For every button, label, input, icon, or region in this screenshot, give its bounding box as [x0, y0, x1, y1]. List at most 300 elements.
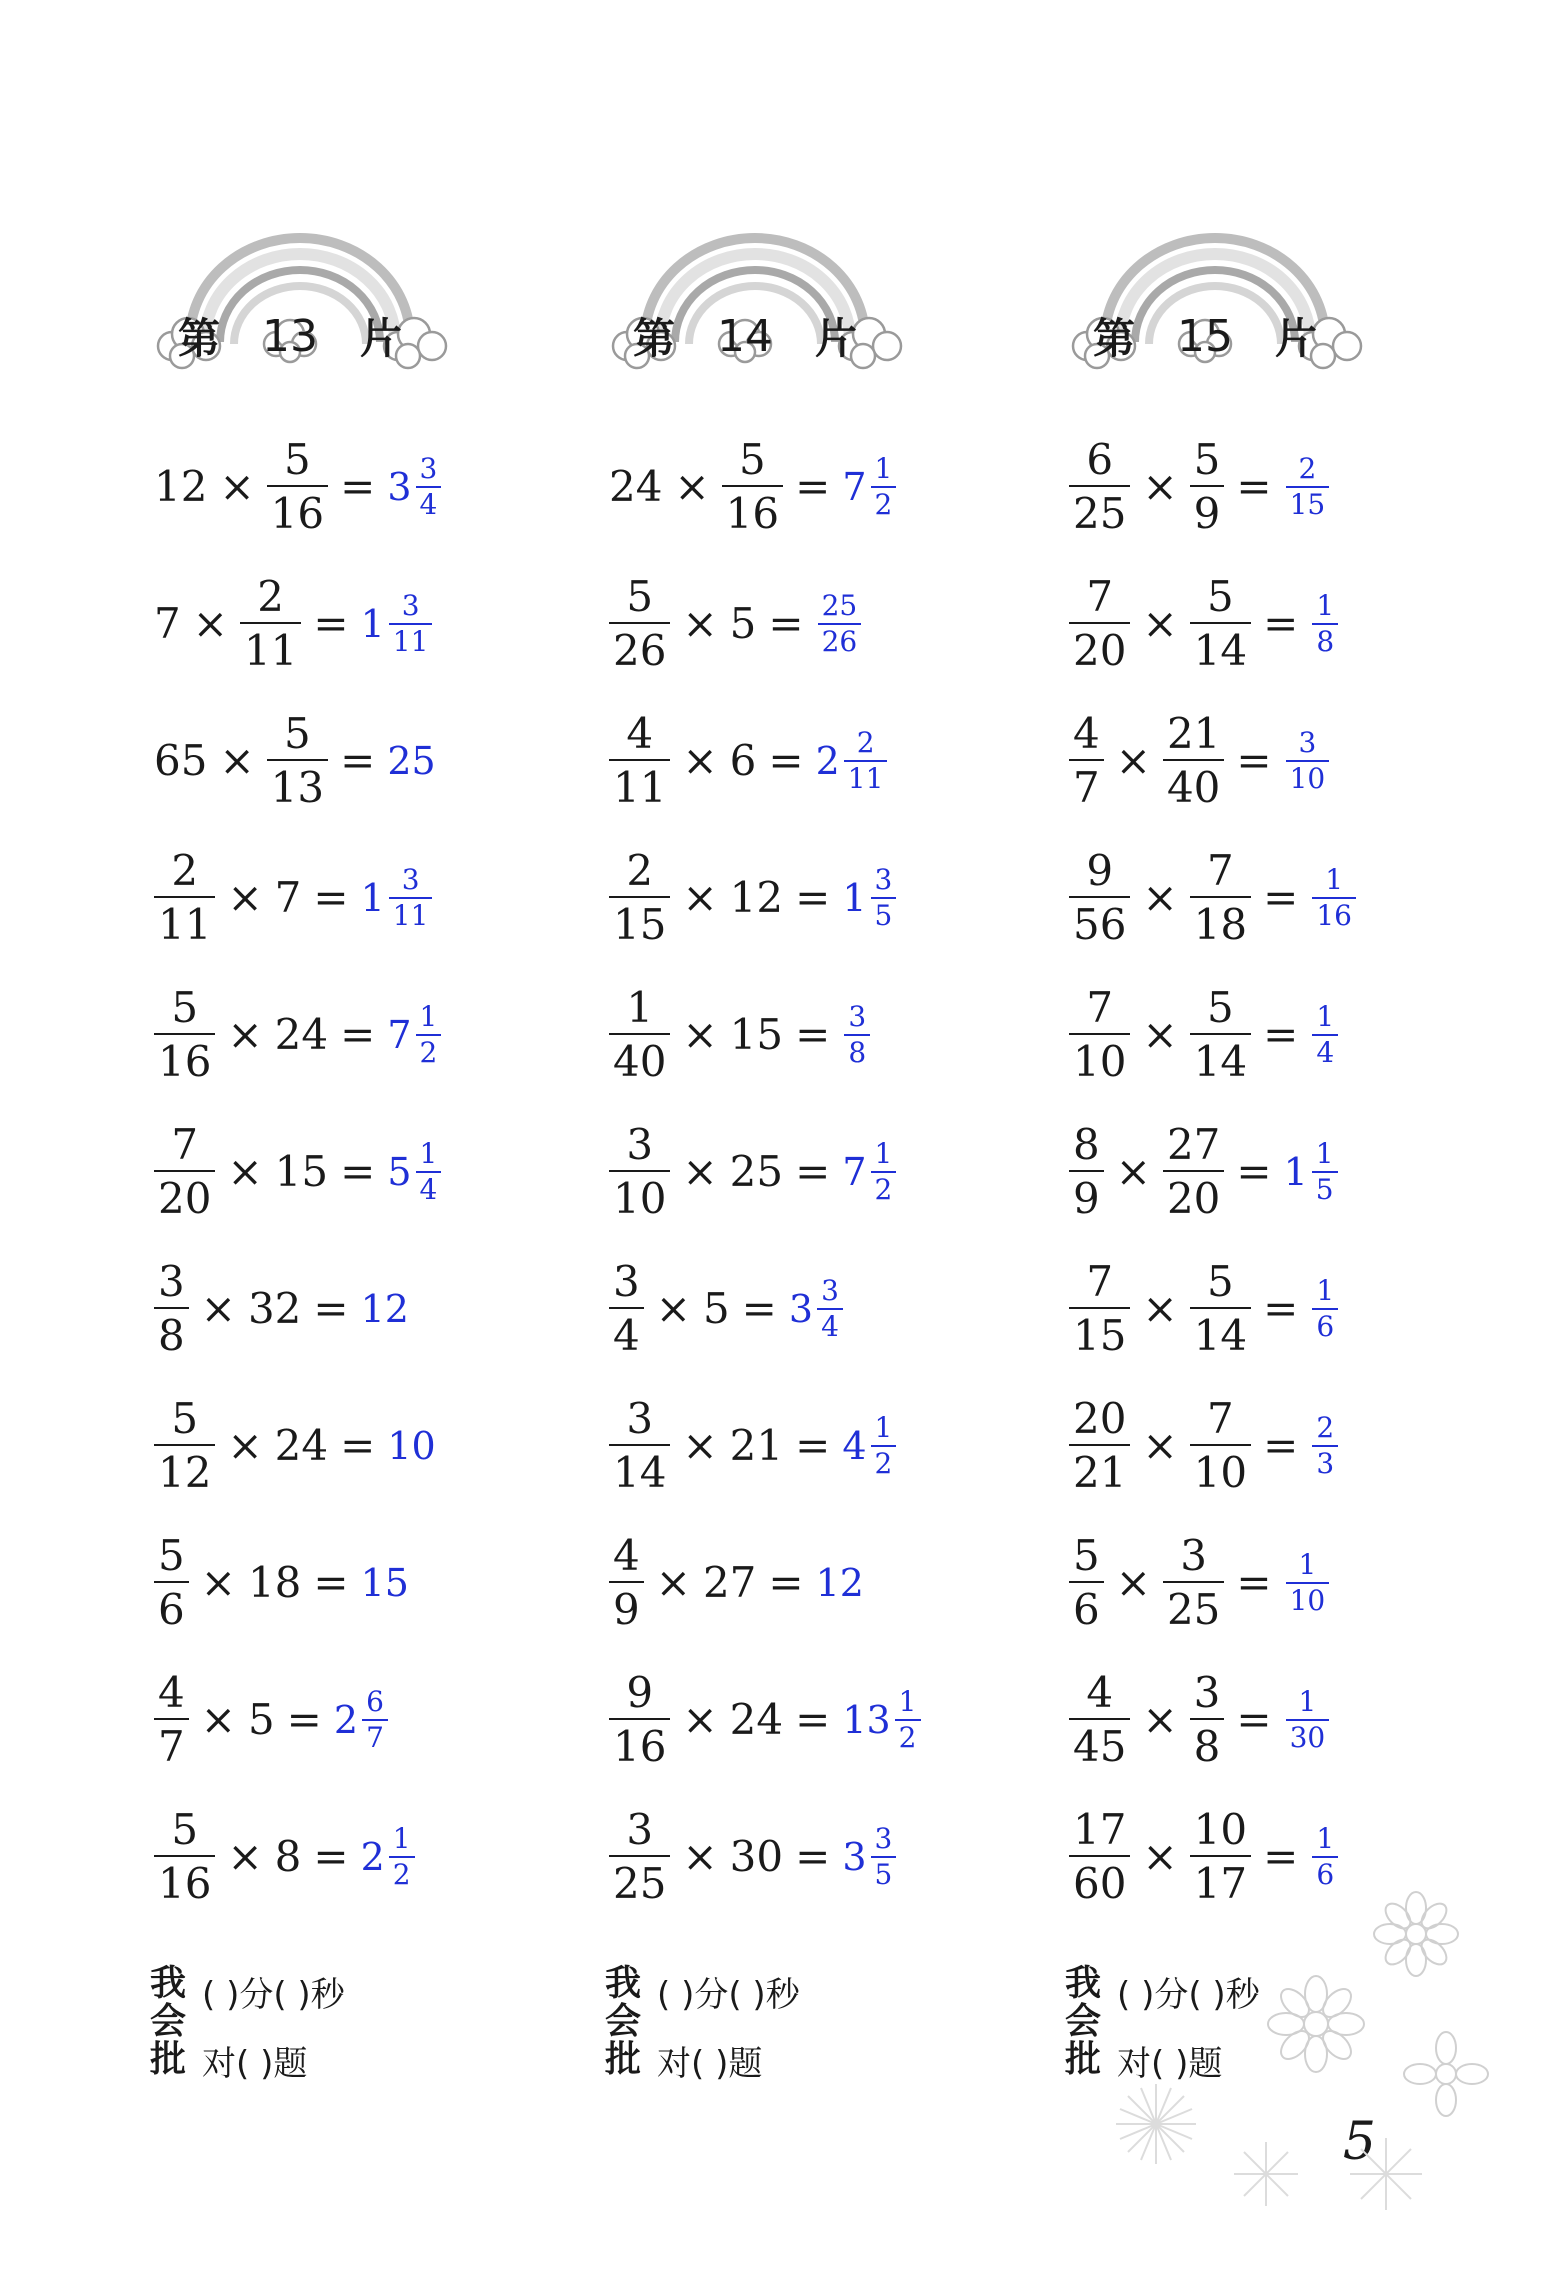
fraction	[609, 1119, 670, 1223]
fraction	[154, 1393, 215, 1497]
answer-numerator: 1	[1316, 1821, 1335, 1855]
denominator: 10	[609, 1170, 670, 1220]
answer-whole: 1	[360, 601, 385, 646]
times-sign: ×	[1142, 462, 1178, 511]
times-sign: ×	[682, 1147, 718, 1196]
answer-numerator: 1	[1316, 1273, 1335, 1307]
fraction	[609, 845, 670, 949]
answer-whole: 3	[387, 464, 412, 509]
times-sign: ×	[1115, 736, 1151, 785]
answer-numerator: 1	[1298, 1547, 1317, 1581]
equals-sign: =	[1263, 599, 1299, 648]
fraction	[722, 434, 783, 538]
answer-numerator: 1	[874, 1136, 893, 1170]
problem-row	[1065, 1103, 1525, 1240]
times-sign: ×	[682, 736, 718, 785]
numerator: 7	[1207, 1393, 1234, 1443]
answer-fraction	[389, 588, 433, 658]
times-sign: ×	[682, 1832, 718, 1881]
answer-fraction	[1312, 862, 1356, 932]
equals-sign: =	[313, 1832, 349, 1881]
numerator: 1	[626, 982, 654, 1032]
section-number: 14	[717, 310, 773, 362]
answer-denominator: 4	[817, 1308, 843, 1341]
answer-numerator: 1	[898, 1684, 917, 1718]
denominator: 56	[1069, 896, 1130, 946]
title-prefix: 第	[178, 314, 221, 363]
whole-number: 5	[247, 1695, 275, 1744]
grading-label	[150, 1965, 186, 2085]
denominator: 10	[1190, 1444, 1251, 1494]
numerator: 27	[1166, 1119, 1221, 1169]
numerator: 17	[1073, 1804, 1127, 1854]
answer-numerator: 3	[1298, 725, 1317, 759]
problem-row	[1065, 1651, 1525, 1788]
denominator: 16	[722, 485, 783, 535]
answer-fraction	[362, 1684, 388, 1754]
numerator: 3	[626, 1804, 654, 1854]
answer-numerator: 6	[366, 1684, 384, 1718]
denominator: 16	[267, 485, 328, 535]
fraction	[1069, 1393, 1130, 1497]
denominator: 17	[1190, 1855, 1251, 1905]
fraction	[1163, 708, 1224, 812]
denominator: 9	[1069, 1170, 1104, 1220]
title-prefix: 第	[1093, 314, 1136, 363]
denominator: 8	[1190, 1718, 1225, 1768]
answer-whole: 2	[815, 738, 840, 783]
answer	[815, 725, 890, 795]
denominator: 20	[1069, 622, 1130, 672]
denominator: 6	[1069, 1581, 1104, 1631]
problem-row	[605, 692, 1065, 829]
answer	[816, 588, 864, 658]
answer-denominator: 2	[389, 1856, 415, 1889]
answer-fraction	[844, 999, 870, 1069]
times-sign: ×	[192, 599, 228, 648]
answer-whole: 12	[815, 1560, 864, 1605]
equals-sign: =	[795, 1695, 831, 1744]
whole-number: 6	[729, 736, 757, 785]
equals-sign: =	[1236, 462, 1272, 511]
problem-row	[1065, 692, 1525, 829]
times-sign: ×	[227, 1421, 263, 1470]
answer-fraction	[416, 999, 442, 1069]
correct-count-record: 对( )题	[1117, 2044, 1223, 2084]
answer-whole: 1	[842, 875, 867, 920]
denominator: 40	[1163, 759, 1224, 809]
answer-denominator: 10	[1286, 1582, 1330, 1615]
numerator: 5	[171, 1393, 199, 1443]
numerator: 3	[1193, 1667, 1221, 1717]
answer-whole: 1	[1283, 1149, 1308, 1194]
numerator: 7	[171, 1119, 199, 1169]
problem-row	[1065, 829, 1525, 966]
numerator: 5	[1073, 1530, 1100, 1580]
answer-numerator: 2	[1316, 1410, 1335, 1444]
answer	[816, 1561, 866, 1605]
whole-number: 7	[154, 599, 181, 648]
answer-denominator: 2	[871, 1171, 897, 1204]
equals-sign: =	[1263, 873, 1299, 922]
fraction	[1190, 982, 1251, 1086]
denominator: 20	[154, 1170, 215, 1220]
answer-fraction	[871, 1821, 897, 1891]
fraction	[609, 571, 670, 675]
denominator: 6	[154, 1581, 189, 1631]
answer	[333, 1684, 390, 1754]
fraction	[1163, 1119, 1224, 1223]
numerator: 4	[626, 708, 654, 758]
numerator: 3	[613, 1256, 640, 1306]
answer-denominator: 8	[1312, 623, 1338, 656]
exercise-column-14	[605, 228, 1065, 2085]
whole-number: 12	[729, 873, 784, 922]
times-sign: ×	[674, 462, 710, 511]
whole-number: 24	[274, 1010, 329, 1059]
exercise-column-13	[150, 228, 610, 2085]
equals-sign: =	[340, 1147, 376, 1196]
times-sign: ×	[219, 462, 255, 511]
answer	[842, 1821, 898, 1891]
fraction	[609, 1667, 670, 1771]
numerator: 7	[1086, 571, 1114, 621]
problem-row	[150, 1651, 610, 1788]
answer-denominator: 8	[844, 1034, 870, 1067]
denominator: 16	[154, 1033, 215, 1083]
answer-fraction	[1312, 999, 1338, 1069]
answer	[842, 1410, 898, 1480]
answer	[1310, 862, 1358, 932]
whole-number: 5	[702, 1284, 730, 1333]
problem-row	[1065, 1514, 1525, 1651]
section-number: 13	[262, 310, 318, 362]
answer-fraction	[1286, 1547, 1330, 1617]
equals-sign: =	[313, 873, 349, 922]
answer-whole: 4	[842, 1423, 867, 1468]
title-suffix: 片	[814, 314, 857, 363]
fraction	[609, 708, 670, 812]
answer-denominator: 6	[1312, 1856, 1338, 1889]
fraction	[1069, 1530, 1104, 1634]
answer-numerator: 3	[401, 862, 420, 896]
answer-denominator: 5	[1312, 1171, 1338, 1204]
times-sign: ×	[1115, 1558, 1151, 1607]
whole-number: 65	[154, 736, 208, 785]
fraction	[240, 571, 301, 675]
fraction	[1069, 571, 1130, 675]
answer	[842, 999, 872, 1069]
equals-sign: =	[340, 1010, 376, 1059]
times-sign: ×	[219, 736, 255, 785]
fraction	[1190, 434, 1225, 538]
answer-denominator: 26	[818, 623, 862, 656]
answer-fraction	[871, 1410, 897, 1480]
fraction	[154, 982, 215, 1086]
problem-row	[1065, 1377, 1525, 1514]
numerator: 7	[1207, 845, 1234, 895]
denominator: 14	[1190, 622, 1251, 672]
section-header	[1065, 228, 1365, 378]
answer-denominator: 3	[1312, 1445, 1338, 1478]
numerator: 10	[1193, 1804, 1248, 1854]
label-char: 会	[1065, 2000, 1102, 2042]
answer-numerator: 3	[874, 1821, 893, 1855]
fraction	[1190, 1256, 1251, 1360]
numerator: 5	[1207, 571, 1234, 621]
answer	[788, 1273, 845, 1343]
whole-number: 15	[729, 1010, 784, 1059]
title-prefix: 第	[633, 314, 676, 363]
answer	[387, 1136, 443, 1206]
problem-row	[1065, 1240, 1525, 1377]
fraction	[1069, 982, 1130, 1086]
worksheet-page	[30, 28, 1516, 2244]
answer-fraction	[871, 451, 897, 521]
numerator: 2	[171, 845, 199, 895]
equals-sign: =	[795, 462, 831, 511]
denominator: 25	[1069, 485, 1130, 535]
page-number: 5	[1342, 2112, 1376, 2172]
times-sign: ×	[227, 1010, 263, 1059]
fraction	[1069, 708, 1104, 812]
answer	[361, 1287, 411, 1331]
times-sign: ×	[1142, 1010, 1178, 1059]
problem-row	[150, 966, 610, 1103]
times-sign: ×	[1142, 1695, 1178, 1744]
times-sign: ×	[200, 1558, 236, 1607]
time-record: ( )分( )秒	[657, 1975, 800, 2015]
denominator: 11	[240, 622, 301, 672]
numerator: 5	[1193, 434, 1221, 484]
fraction	[1069, 434, 1130, 538]
answer-fraction	[1312, 1136, 1338, 1206]
answer-numerator: 25	[821, 588, 858, 622]
equals-sign: =	[340, 1421, 376, 1470]
fraction	[609, 982, 670, 1086]
answer-denominator: 16	[1312, 897, 1356, 930]
fraction	[1069, 845, 1130, 949]
numerator: 3	[626, 1119, 654, 1169]
problem-row	[605, 1651, 1065, 1788]
numerator: 5	[626, 571, 654, 621]
answer-whole: 12	[360, 1286, 409, 1331]
equals-sign: =	[313, 1284, 349, 1333]
problem-list	[605, 418, 1065, 1925]
problem-row	[605, 829, 1065, 966]
answer-denominator: 2	[871, 486, 897, 519]
problem-row	[605, 555, 1065, 692]
whole-number: 25	[729, 1147, 784, 1196]
answer	[1283, 1136, 1340, 1206]
answer	[1310, 588, 1340, 658]
numerator: 5	[284, 434, 311, 484]
equals-sign: =	[286, 1695, 322, 1744]
fraction	[1190, 571, 1251, 675]
equals-sign: =	[1263, 1421, 1299, 1470]
problem-row	[1065, 555, 1525, 692]
grading-footer	[605, 1965, 1065, 2085]
denominator: 21	[1069, 1444, 1130, 1494]
correct-count-record: 对( )题	[657, 2044, 763, 2084]
times-sign: ×	[682, 1421, 718, 1470]
answer-numerator: 3	[848, 999, 867, 1033]
answer	[360, 1821, 417, 1891]
fraction	[609, 1256, 644, 1360]
times-sign: ×	[1142, 1832, 1178, 1881]
whole-number: 24	[729, 1695, 784, 1744]
answer-denominator: 2	[895, 1719, 921, 1752]
whole-number: 18	[247, 1558, 302, 1607]
answer-numerator: 3	[401, 588, 420, 622]
numerator: 4	[158, 1667, 185, 1717]
answer-whole: 2	[333, 1697, 359, 1742]
times-sign: ×	[227, 1832, 263, 1881]
answer-numerator: 1	[874, 451, 893, 485]
numerator: 2	[257, 571, 285, 621]
flower-decoration	[1076, 1874, 1496, 2234]
answer-denominator: 5	[871, 897, 897, 930]
answer-numerator: 1	[1325, 862, 1344, 896]
problem-row	[605, 1240, 1065, 1377]
answer-fraction	[871, 1136, 897, 1206]
answer-fraction	[1286, 451, 1330, 521]
denominator: 11	[609, 759, 670, 809]
label-char: 我	[1065, 1963, 1102, 2004]
answer-fraction	[416, 451, 442, 521]
answer-denominator: 4	[416, 1171, 442, 1204]
problem-row	[605, 1377, 1065, 1514]
denominator: 25	[1163, 1581, 1224, 1631]
denominator: 15	[609, 896, 670, 946]
answer	[1284, 1547, 1332, 1617]
answer	[1284, 725, 1332, 795]
exercise-column-15	[1065, 228, 1525, 2085]
answer-numerator: 1	[1316, 999, 1335, 1033]
answer-fraction	[1312, 1273, 1338, 1343]
whole-number: 27	[702, 1558, 757, 1607]
times-sign: ×	[682, 599, 718, 648]
answer-denominator: 6	[1312, 1308, 1338, 1341]
times-sign: ×	[655, 1284, 691, 1333]
numerator: 5	[171, 1804, 199, 1854]
answer-numerator: 3	[821, 1273, 839, 1307]
title-suffix: 片	[359, 314, 402, 363]
answer-whole: 7	[842, 464, 867, 509]
whole-number: 15	[274, 1147, 329, 1196]
denominator: 45	[1069, 1718, 1130, 1768]
answer	[360, 588, 435, 658]
whole-number: 32	[247, 1284, 302, 1333]
numerator: 7	[1086, 1256, 1114, 1306]
whole-number: 21	[729, 1421, 784, 1470]
section-header	[150, 228, 450, 378]
denominator: 11	[154, 896, 215, 946]
denominator: 15	[1069, 1307, 1130, 1357]
equals-sign: =	[795, 1147, 831, 1196]
denominator: 4	[609, 1307, 644, 1357]
answer-fraction	[1286, 1684, 1330, 1754]
equals-sign: =	[1236, 736, 1272, 785]
denominator: 10	[1069, 1033, 1130, 1083]
problem-row	[1065, 966, 1525, 1103]
numerator: 9	[1086, 845, 1114, 895]
denominator: 20	[1163, 1170, 1224, 1220]
numerator: 2	[626, 845, 654, 895]
numerator: 5	[158, 1530, 185, 1580]
numerator: 5	[1207, 1256, 1234, 1306]
answer-fraction	[416, 1136, 442, 1206]
answer	[842, 862, 898, 932]
answer-denominator: 11	[389, 897, 433, 930]
numerator: 4	[1086, 1667, 1114, 1717]
answer-denominator: 11	[389, 623, 433, 656]
equals-sign: =	[768, 736, 804, 785]
fraction	[1069, 1256, 1130, 1360]
denominator: 7	[1069, 759, 1104, 809]
denominator: 16	[154, 1855, 215, 1905]
fraction	[154, 1119, 215, 1223]
answer-whole: 7	[387, 1012, 412, 1057]
denominator: 8	[154, 1307, 189, 1357]
answer-fraction	[844, 725, 888, 795]
answer-whole: 3	[842, 1834, 867, 1879]
answer-numerator: 3	[419, 451, 438, 485]
answer-whole: 3	[788, 1286, 814, 1331]
problem-row	[605, 966, 1065, 1103]
equals-sign: =	[1236, 1147, 1272, 1196]
times-sign: ×	[655, 1558, 691, 1607]
label-char: 我	[605, 1963, 642, 2004]
fraction	[154, 1256, 189, 1360]
denominator: 14	[1190, 1307, 1251, 1357]
answer-fraction	[817, 1273, 843, 1343]
problem-row	[605, 1103, 1065, 1240]
answer-numerator: 1	[1315, 1136, 1334, 1170]
label-char: 批	[605, 2038, 642, 2080]
answer	[1310, 1273, 1340, 1343]
answer-whole: 13	[842, 1697, 891, 1742]
whole-number: 24	[274, 1421, 329, 1470]
answer	[387, 1424, 437, 1468]
fraction	[154, 1667, 189, 1771]
equals-sign: =	[313, 1558, 349, 1607]
denominator: 9	[609, 1581, 644, 1631]
answer-whole: 1	[360, 875, 385, 920]
section-title	[1065, 306, 1345, 366]
denominator: 14	[1190, 1033, 1251, 1083]
label-char: 批	[1065, 2038, 1102, 2080]
denominator: 13	[267, 759, 328, 809]
numerator: 6	[1086, 434, 1114, 484]
title-suffix: 片	[1274, 314, 1317, 363]
times-sign: ×	[227, 873, 263, 922]
times-sign: ×	[200, 1284, 236, 1333]
answer	[842, 451, 898, 521]
correct-count-record: 对( )题	[202, 2044, 308, 2084]
section-number: 15	[1177, 310, 1233, 362]
answer-numerator: 1	[1316, 588, 1335, 622]
grading-footer	[150, 1965, 610, 2085]
times-sign: ×	[1142, 1284, 1178, 1333]
numerator: 5	[739, 434, 766, 484]
whole-number: 30	[729, 1832, 784, 1881]
answer-fraction	[1312, 588, 1338, 658]
times-sign: ×	[227, 1147, 263, 1196]
denominator: 12	[154, 1444, 215, 1494]
whole-number: 7	[274, 873, 302, 922]
section-title	[150, 306, 430, 366]
